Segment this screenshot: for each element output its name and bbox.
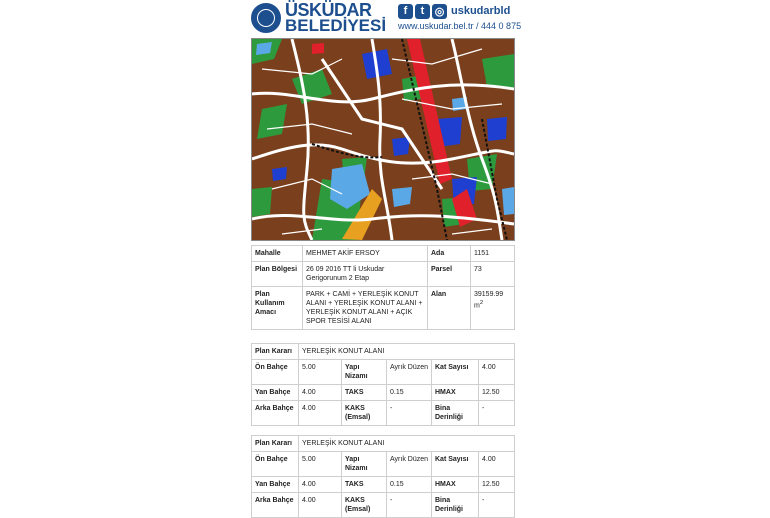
plan-decision-table-1 [251, 343, 515, 426]
plan-karari-value: YERLEŞİK KONUT ALANI [299, 436, 515, 452]
arka-bahce-label: Arka Bahçe [252, 493, 299, 518]
table-row [252, 360, 515, 385]
yapi-nizami-label: Yapı Nizamı [342, 452, 387, 477]
parsel-value: 73 [471, 262, 515, 287]
kullanim-amaci-value: PARK + CAMİ + YERLEŞİK KONUT ALANI + YERLEŞİK KONUT ALANI + YERLEŞİK KONUT ALANI + AÇIK SPOR TESİSİ ALANI [303, 287, 428, 330]
yapi-nizami-value: Ayrık Düzen [387, 452, 432, 477]
logo-title: ÜSKÜDAR [285, 0, 372, 20]
arka-bahce-value: 4.00 [299, 401, 342, 426]
kaks-value: - [387, 401, 432, 426]
social-handle[interactable]: uskudarbld [451, 5, 511, 17]
logo-subtitle: BELEDİYESİ [285, 16, 387, 35]
mahalle-value: MEHMET AKİF ERSOY [303, 246, 428, 262]
plan-bolgesi-label: Plan Bölgesi [252, 262, 303, 287]
kaks-label: KAKS (Emsal) [342, 493, 387, 518]
alan-number: 39159.99 m [474, 291, 504, 310]
taks-label: TAKS [342, 477, 387, 493]
alan-label: Alan [428, 287, 471, 330]
on-bahce-label: Ön Bahçe [252, 360, 299, 385]
table-row [252, 385, 515, 401]
twitter-icon[interactable]: t [415, 4, 430, 19]
instagram-icon[interactable]: ◎ [432, 4, 447, 19]
kat-sayisi-value: 4.00 [479, 360, 515, 385]
arka-bahce-value: 4.00 [299, 493, 342, 518]
kullanim-amaci-label: Plan Kullanım Amacı [252, 287, 303, 330]
table-row [252, 287, 515, 330]
parsel-label: Parsel [428, 262, 471, 287]
table-row [252, 477, 515, 493]
table-row [252, 436, 515, 452]
yan-bahce-label: Yan Bahçe [252, 385, 299, 401]
social-links [398, 3, 510, 19]
table-row [252, 246, 515, 262]
on-bahce-label: Ön Bahçe [252, 452, 299, 477]
kaks-label: KAKS (Emsal) [342, 401, 387, 426]
yan-bahce-value: 4.00 [299, 477, 342, 493]
yapi-nizami-value: Ayrık Düzen [387, 360, 432, 385]
alan-unit-sup: 2 [479, 300, 484, 306]
plan-bolgesi-value: 26 09 2016 TT li Uskudar Gerigorunum 2 Etap [303, 262, 428, 287]
yapi-nizami-label: Yapı Nizamı [342, 360, 387, 385]
zoning-map-graphic [252, 39, 514, 240]
hmax-label: HMAX [432, 385, 479, 401]
table-row [252, 401, 515, 426]
on-bahce-value: 5.00 [299, 360, 342, 385]
kat-sayisi-label: Kat Sayısı [432, 360, 479, 385]
hmax-value: 12.50 [479, 385, 515, 401]
zoning-map[interactable] [251, 38, 515, 241]
municipality-seal-icon [251, 3, 281, 33]
taks-value: 0.15 [387, 385, 432, 401]
hmax-label: HMAX [432, 477, 479, 493]
ada-value: 1151 [471, 246, 515, 262]
plan-karari-value: YERLEŞİK KONUT ALANI [299, 344, 515, 360]
hmax-value: 12.50 [479, 477, 515, 493]
yan-bahce-value: 4.00 [299, 385, 342, 401]
table-row [252, 493, 515, 518]
taks-label: TAKS [342, 385, 387, 401]
kaks-value: - [387, 493, 432, 518]
taks-value: 0.15 [387, 477, 432, 493]
contact-info[interactable]: www.uskudar.bel.tr / 444 0 875 [398, 21, 522, 31]
arka-bahce-label: Arka Bahçe [252, 401, 299, 426]
page-container [248, 0, 522, 513]
plan-decision-table-2 [251, 435, 515, 518]
mahalle-label: Mahalle [252, 246, 303, 262]
parcel-info-table [251, 245, 515, 330]
ada-label: Ada [428, 246, 471, 262]
facebook-icon[interactable]: f [398, 4, 413, 19]
table-row [252, 262, 515, 287]
bina-derinligi-label: Bina Derinliği [432, 401, 479, 426]
bina-derinligi-label: Bina Derinliği [432, 493, 479, 518]
yan-bahce-label: Yan Bahçe [252, 477, 299, 493]
alan-value [471, 287, 515, 330]
header [248, 0, 522, 36]
kat-sayisi-value: 4.00 [479, 452, 515, 477]
plan-karari-label: Plan Kararı [252, 436, 299, 452]
table-row [252, 452, 515, 477]
on-bahce-value: 5.00 [299, 452, 342, 477]
plan-karari-label: Plan Kararı [252, 344, 299, 360]
kat-sayisi-label: Kat Sayısı [432, 452, 479, 477]
bina-derinligi-value: - [479, 493, 515, 518]
table-row [252, 344, 515, 360]
bina-derinligi-value: - [479, 401, 515, 426]
